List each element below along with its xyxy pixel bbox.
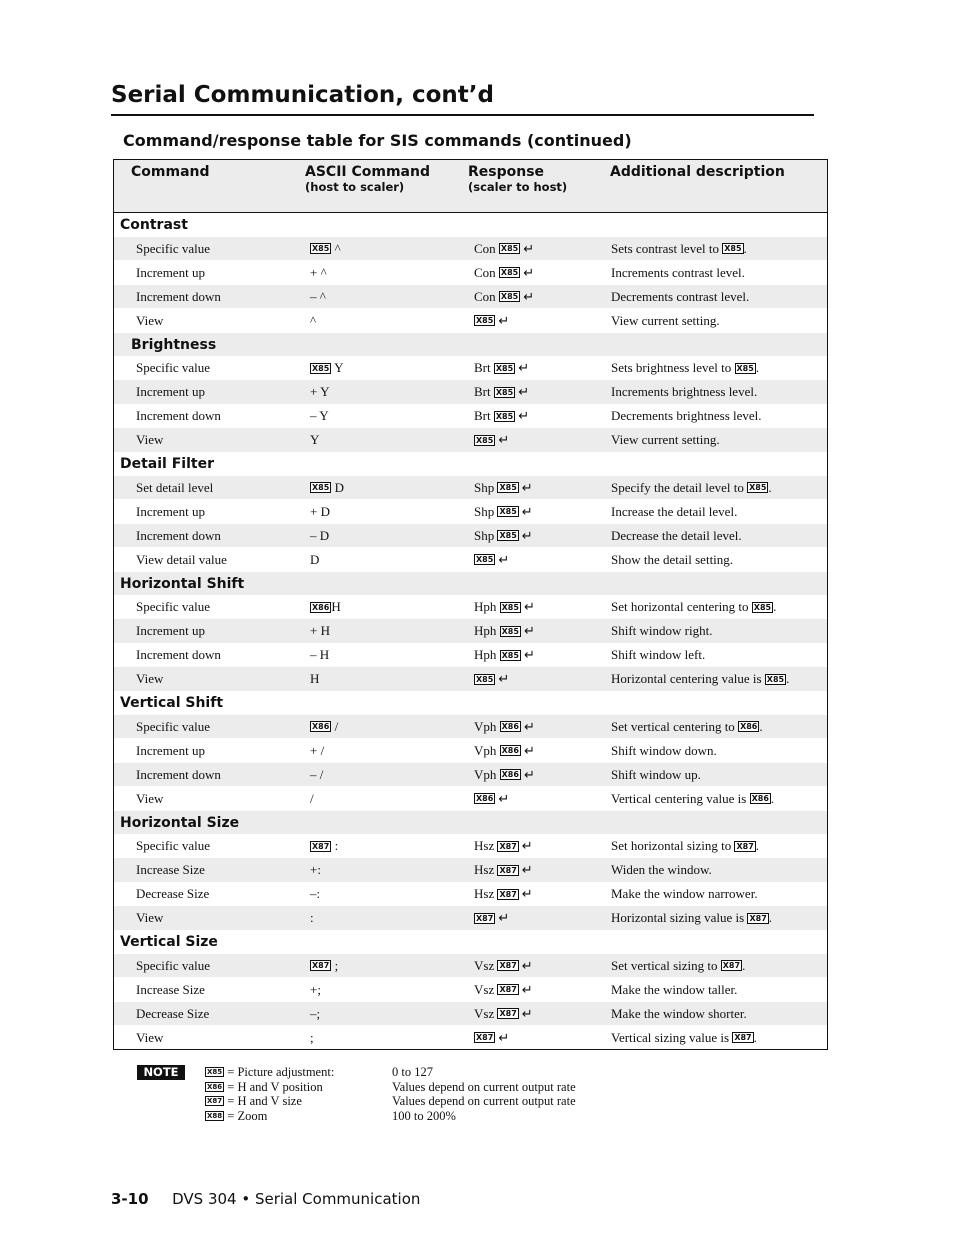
table-row xyxy=(114,667,827,691)
note-legend-value: Values depend on current output rate xyxy=(392,1079,576,1094)
response-cell: Vph X86 ↵ xyxy=(474,766,535,783)
variable-chip: X85 xyxy=(312,244,330,254)
description-cell: Specify the detail level to X85 . xyxy=(611,479,772,495)
table-row xyxy=(114,404,827,428)
table-row xyxy=(114,309,827,333)
variable-chip: X85 xyxy=(476,316,494,326)
command-cell: View xyxy=(136,312,164,328)
table-row xyxy=(114,428,827,452)
ascii-cell: – Y xyxy=(310,408,329,424)
ascii-cell: – D xyxy=(310,527,330,543)
note-legend-value: 100 to 200% xyxy=(392,1108,456,1123)
description-cell: Make the window shorter. xyxy=(611,1005,747,1021)
description-cell: Set horizontal centering to X85 . xyxy=(611,599,777,615)
return-arrow-icon: ↵ xyxy=(523,624,535,640)
return-arrow-icon: ↵ xyxy=(521,528,533,544)
variable-chip: X85 xyxy=(495,411,514,421)
ascii-cell: X85 D xyxy=(312,479,344,495)
command-cell: Specific value xyxy=(136,718,210,734)
response-cell: Brt X85 ↵ xyxy=(474,360,530,377)
description-cell: Shift window down. xyxy=(611,742,717,758)
note-legend-item: X88 = Zoom xyxy=(207,1108,268,1123)
ascii-cell: + Y xyxy=(310,384,330,400)
note-legend-item: X87 = H and V size xyxy=(207,1094,302,1108)
command-cell: Increment up xyxy=(136,742,205,758)
ascii-cell: H xyxy=(310,671,320,687)
page-number: 3-10 xyxy=(111,1190,149,1208)
command-cell: Increment down xyxy=(136,527,221,543)
variable-chip: X85 xyxy=(753,602,772,612)
command-cell: Specific value xyxy=(136,599,210,615)
command-cell: Increment down xyxy=(136,408,221,424)
response-cell xyxy=(474,1030,509,1046)
note-legend-item: X85 = Picture adjustment: xyxy=(207,1065,335,1079)
table-row xyxy=(114,380,827,404)
response-cell: Vph X86 ↵ xyxy=(474,718,535,735)
response-cell xyxy=(474,552,509,568)
note-badge: NOTE xyxy=(137,1065,185,1080)
command-cell: Increment up xyxy=(136,623,205,639)
response-cell xyxy=(474,910,509,926)
return-arrow-icon: ↵ xyxy=(521,982,533,998)
description-cell: Vertical centering value is X86 . xyxy=(611,790,775,806)
command-cell: Increase Size xyxy=(136,981,205,997)
command-cell: View detail value xyxy=(136,551,227,567)
ascii-cell: X86 H xyxy=(312,599,341,615)
response-cell: Brt X85 ↵ xyxy=(474,408,530,425)
table-row xyxy=(114,476,827,500)
return-arrow-icon: ↵ xyxy=(523,767,535,783)
variable-chip: X86 xyxy=(476,794,494,804)
table-row xyxy=(114,739,827,763)
command-cell: Increment up xyxy=(136,384,205,400)
command-table xyxy=(113,159,828,1050)
header-response-label: Response xyxy=(468,164,545,180)
return-arrow-icon: ↵ xyxy=(518,361,530,377)
response-cell: Hsz X87 ↵ xyxy=(474,838,533,855)
return-arrow-icon: ↵ xyxy=(523,600,535,616)
description-cell: View current setting. xyxy=(611,432,720,448)
ascii-cell: + / xyxy=(310,742,325,758)
variable-chip: X85 xyxy=(501,626,519,636)
table-row xyxy=(114,715,827,739)
ascii-cell: – / xyxy=(310,766,324,782)
ascii-cell: –: xyxy=(310,886,321,902)
return-arrow-icon: ↵ xyxy=(521,887,533,903)
response-cell xyxy=(474,313,509,329)
description-cell: Horizontal sizing value is X87 . xyxy=(611,910,773,926)
variable-chip: X85 xyxy=(501,650,519,660)
command-cell: Increment down xyxy=(136,766,221,782)
return-arrow-icon: ↵ xyxy=(521,504,533,520)
group-header-row xyxy=(114,213,827,237)
header-command: Command xyxy=(131,164,210,180)
description-cell: Decrements brightness level. xyxy=(611,408,762,424)
ascii-cell: X87 : xyxy=(312,838,339,854)
response-cell: Hph X85 ↵ xyxy=(474,623,535,640)
ascii-cell: + D xyxy=(310,503,330,519)
variable-chip: X87 xyxy=(499,961,517,971)
group-header-row xyxy=(114,333,827,357)
description-cell: Decrease the detail level. xyxy=(611,527,742,543)
table-row xyxy=(114,834,827,858)
variable-chip: X88 xyxy=(207,1111,223,1120)
return-arrow-icon: ↵ xyxy=(521,958,533,974)
command-cell: Increment up xyxy=(136,503,205,519)
ascii-cell: + ^ xyxy=(310,264,327,280)
description-cell: Vertical sizing value is X87 . xyxy=(611,1029,757,1045)
variable-chip: X85 xyxy=(476,435,494,445)
return-arrow-icon: ↵ xyxy=(523,241,535,257)
variable-chip: X85 xyxy=(207,1068,223,1077)
return-arrow-icon: ↵ xyxy=(498,552,510,568)
description-cell: Shift window left. xyxy=(611,647,706,663)
response-cell: Brt X85 ↵ xyxy=(474,384,530,401)
header-ascii-sub: (host to scaler) xyxy=(305,180,405,194)
return-arrow-icon: ↵ xyxy=(523,719,535,735)
response-cell: Con X85 ↵ xyxy=(474,240,535,257)
command-cell: Increment down xyxy=(136,288,221,304)
description-cell: Sets brightness level to X85 . xyxy=(611,360,760,376)
command-cell: Increase Size xyxy=(136,862,205,878)
ascii-cell: +: xyxy=(310,862,321,878)
table-row xyxy=(114,643,827,667)
return-arrow-icon: ↵ xyxy=(521,863,533,879)
section-title: Command/response table for SIS commands (continued) xyxy=(123,131,632,150)
variable-chip: X87 xyxy=(722,961,741,971)
variable-chip: X85 xyxy=(499,507,517,517)
return-arrow-icon: ↵ xyxy=(521,1006,533,1022)
variable-chip: X87 xyxy=(499,1009,517,1019)
return-arrow-icon: ↵ xyxy=(523,743,535,759)
command-cell: View xyxy=(136,1029,164,1045)
description-cell: Make the window narrower. xyxy=(611,886,758,902)
variable-chip: X85 xyxy=(749,483,767,493)
variable-chip: X87 xyxy=(312,961,330,971)
table-row xyxy=(114,882,827,906)
description-cell: View current setting. xyxy=(611,312,720,328)
return-arrow-icon: ↵ xyxy=(498,1030,510,1046)
ascii-cell: – ^ xyxy=(310,288,326,304)
header-ascii xyxy=(305,164,430,195)
ascii-cell: ; xyxy=(310,1029,314,1045)
description-cell: Set vertical sizing to X87 . xyxy=(611,957,746,973)
response-cell: Con X85 ↵ xyxy=(474,288,535,305)
command-cell: View xyxy=(136,432,164,448)
response-cell xyxy=(474,671,509,687)
table-row xyxy=(114,285,827,309)
response-cell: Shp X85 ↵ xyxy=(474,527,533,544)
command-cell: Increment down xyxy=(136,647,221,663)
header-description: Additional description xyxy=(610,164,785,180)
ascii-cell: ^ xyxy=(310,312,317,328)
title-rule xyxy=(111,114,814,116)
ascii-cell: X86 / xyxy=(312,718,339,734)
ascii-cell: / xyxy=(310,790,314,806)
return-arrow-icon: ↵ xyxy=(518,409,530,425)
description-cell: Horizontal centering value is X85 . xyxy=(611,671,790,687)
description-cell: Increments contrast level. xyxy=(611,264,745,280)
group-title: Brightness xyxy=(131,336,217,353)
table-row xyxy=(114,261,827,285)
variable-chip: X86 xyxy=(501,770,519,780)
variable-chip: X86 xyxy=(501,746,519,756)
description-cell: Shift window up. xyxy=(611,766,701,782)
variable-chip: X87 xyxy=(499,889,517,899)
return-arrow-icon: ↵ xyxy=(498,433,510,449)
variable-chip: X85 xyxy=(500,292,519,302)
response-cell: Con X85 ↵ xyxy=(474,264,535,281)
return-arrow-icon: ↵ xyxy=(523,289,535,305)
command-cell: Specific value xyxy=(136,360,210,376)
variable-chip: X85 xyxy=(495,363,514,373)
table-row xyxy=(114,500,827,524)
table-row xyxy=(114,548,827,572)
variable-chip: X87 xyxy=(749,913,767,923)
response-cell: Hsz X87 ↵ xyxy=(474,862,533,879)
variable-chip: X86 xyxy=(207,1082,223,1091)
variable-chip: X86 xyxy=(501,722,519,732)
ascii-cell: D xyxy=(310,551,320,567)
command-cell: Specific value xyxy=(136,240,210,256)
ascii-cell: : xyxy=(310,910,314,926)
ascii-cell: – H xyxy=(310,647,330,663)
header-ascii-label: ASCII Command xyxy=(305,164,430,180)
table-row xyxy=(114,595,827,619)
group-title: Vertical Size xyxy=(120,934,218,950)
return-arrow-icon: ↵ xyxy=(521,480,533,496)
variable-chip: X86 xyxy=(312,602,330,612)
return-arrow-icon: ↵ xyxy=(498,672,510,688)
variable-chip: X85 xyxy=(724,244,742,254)
return-arrow-icon: ↵ xyxy=(518,385,530,401)
command-cell: View xyxy=(136,910,164,926)
variable-chip: X87 xyxy=(734,1033,752,1043)
variable-chip: X86 xyxy=(740,722,758,732)
variable-chip: X87 xyxy=(207,1097,223,1106)
variable-chip: X85 xyxy=(736,363,754,373)
table-row xyxy=(114,763,827,787)
command-cell: View xyxy=(136,671,164,687)
page-footer xyxy=(111,1190,420,1208)
description-cell: Widen the window. xyxy=(611,862,712,878)
return-arrow-icon: ↵ xyxy=(523,265,535,281)
command-cell: View xyxy=(136,790,164,806)
variable-chip: X87 xyxy=(499,985,517,995)
group-title: Horizontal Shift xyxy=(120,575,245,592)
description-cell: Make the window taller. xyxy=(611,981,738,997)
footer-text: DVS 304 • Serial Communication xyxy=(172,1190,421,1208)
variable-chip: X85 xyxy=(499,483,517,493)
variable-chip: X87 xyxy=(499,841,517,851)
return-arrow-icon: ↵ xyxy=(498,313,510,329)
ascii-cell: X87 ; xyxy=(312,957,339,973)
page-title: Serial Communication, cont’d xyxy=(111,82,495,108)
response-cell: Hsz X87 ↵ xyxy=(474,886,533,903)
table-row xyxy=(114,619,827,643)
ascii-cell: Y xyxy=(310,432,320,448)
ascii-cell: –; xyxy=(310,1005,321,1021)
return-arrow-icon: ↵ xyxy=(498,911,510,927)
response-cell xyxy=(474,432,509,448)
group-title: Horizontal Size xyxy=(120,814,240,831)
header-response-sub: (scaler to host) xyxy=(468,180,568,194)
variable-chip: X85 xyxy=(312,363,330,373)
group-title: Vertical Shift xyxy=(120,695,224,711)
response-cell: Vsz X87 ↵ xyxy=(474,1005,533,1022)
variable-chip: X85 xyxy=(476,555,494,565)
table-row xyxy=(114,906,827,930)
variable-chip: X85 xyxy=(500,244,519,254)
response-cell: Vsz X87 ↵ xyxy=(474,981,533,998)
description-cell: Sets contrast level to X85 . xyxy=(611,240,747,256)
variable-chip: X85 xyxy=(501,602,519,612)
variable-chip: X85 xyxy=(766,674,785,684)
ascii-cell: X85 ^ xyxy=(312,240,341,256)
group-header-row xyxy=(114,572,827,596)
command-cell: Increment up xyxy=(136,264,205,280)
table-row xyxy=(114,356,827,380)
variable-chip: X85 xyxy=(476,674,494,684)
response-cell: Vph X86 ↵ xyxy=(474,742,535,759)
command-cell: Specific value xyxy=(136,957,210,973)
variable-chip: X87 xyxy=(476,1033,494,1043)
table-row xyxy=(114,524,827,548)
description-cell: Show the detail setting. xyxy=(611,551,734,567)
variable-chip: X87 xyxy=(312,841,330,851)
response-cell: Shp X85 ↵ xyxy=(474,503,533,520)
return-arrow-icon: ↵ xyxy=(521,839,533,855)
header-response xyxy=(468,164,567,195)
table-header xyxy=(114,160,827,213)
response-cell: Shp X85 ↵ xyxy=(474,479,533,496)
return-arrow-icon: ↵ xyxy=(498,791,510,807)
table-row xyxy=(114,954,827,978)
description-cell: Set vertical centering to X86 . xyxy=(611,718,763,734)
group-title: Detail Filter xyxy=(120,456,214,472)
response-cell xyxy=(474,791,509,807)
description-cell: Set horizontal sizing to X87 . xyxy=(611,838,760,854)
note-legend-value: Values depend on current output rate xyxy=(392,1094,576,1108)
variable-chip: X86 xyxy=(312,722,330,732)
group-header-row xyxy=(114,691,827,715)
command-cell: Specific value xyxy=(136,838,210,854)
description-cell: Shift window right. xyxy=(611,623,713,639)
ascii-cell: X85 Y xyxy=(312,360,344,376)
command-cell: Decrease Size xyxy=(136,886,210,902)
group-header-row xyxy=(114,452,827,476)
note-legend-item: X86 = H and V position xyxy=(207,1079,323,1094)
variable-chip: X86 xyxy=(751,794,769,804)
variable-chip: X85 xyxy=(495,387,514,397)
group-title: Contrast xyxy=(120,217,188,233)
group-header-row xyxy=(114,811,827,835)
response-cell: Hph X85 ↵ xyxy=(474,599,535,616)
command-cell: Decrease Size xyxy=(136,1005,210,1021)
return-arrow-icon: ↵ xyxy=(523,648,535,664)
description-cell: Increase the detail level. xyxy=(611,503,738,519)
table-row xyxy=(114,1002,827,1026)
ascii-cell: + H xyxy=(310,623,330,639)
response-cell: Vsz X87 ↵ xyxy=(474,957,533,974)
ascii-cell: +; xyxy=(310,981,321,997)
variable-chip: X87 xyxy=(476,913,494,923)
description-cell: Decrements contrast level. xyxy=(611,288,750,304)
response-cell: Hph X85 ↵ xyxy=(474,647,535,664)
table-row xyxy=(114,978,827,1002)
table-row xyxy=(114,1026,827,1050)
description-cell: Increments brightness level. xyxy=(611,384,758,400)
table-row xyxy=(114,787,827,811)
table-row xyxy=(114,858,827,882)
group-header-row xyxy=(114,930,827,954)
command-cell: Set detail level xyxy=(136,479,214,495)
variable-chip: X87 xyxy=(736,841,754,851)
variable-chip: X85 xyxy=(500,268,519,278)
variable-chip: X85 xyxy=(499,531,517,541)
note-legend-value: 0 to 127 xyxy=(392,1065,433,1079)
variable-chip: X87 xyxy=(499,865,517,875)
table-row xyxy=(114,237,827,261)
variable-chip: X85 xyxy=(312,483,330,493)
